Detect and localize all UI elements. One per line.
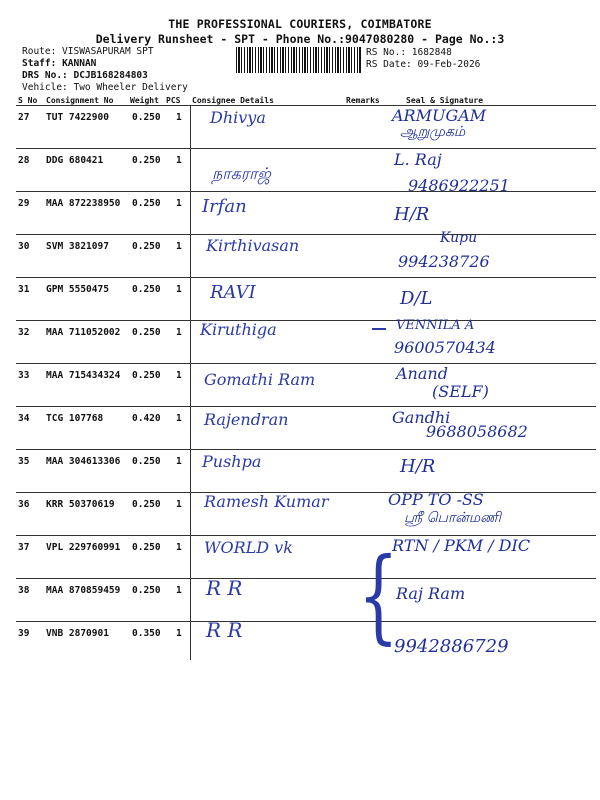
handwritten-signature: D/L xyxy=(400,288,433,309)
sno: 33 xyxy=(18,370,30,381)
staff-label: Staff: xyxy=(22,58,57,69)
pcs: 1 xyxy=(176,585,182,596)
consignment-no: MAA 872238950 xyxy=(46,198,121,209)
handwritten-consignee: Dhivya xyxy=(210,108,266,127)
vehicle: Vehicle: Two Wheeler Delivery xyxy=(22,82,188,93)
handwritten-signature: OPP TO -SS xyxy=(388,490,484,509)
handwritten-dash xyxy=(372,328,386,330)
handwritten-signature: Gandhi xyxy=(392,408,451,427)
pcs: 1 xyxy=(176,628,182,639)
consignment-no: KRR 50370619 xyxy=(46,499,115,510)
weight: 0.420 xyxy=(132,413,161,424)
barcode xyxy=(236,47,362,73)
pcs: 1 xyxy=(176,456,182,467)
drs-label: DRS No.: xyxy=(22,70,68,81)
handwritten-consignee: Kirthivasan xyxy=(206,236,300,255)
pcs: 1 xyxy=(176,112,182,123)
handwritten-consignee: Ramesh Kumar xyxy=(204,492,329,511)
sno: 27 xyxy=(18,112,30,123)
staff xyxy=(22,58,96,69)
rs-number: RS No.: 1682848 xyxy=(366,47,452,58)
handwritten-consignee: Irfan xyxy=(202,196,247,217)
pcs: 1 xyxy=(176,370,182,381)
drs-number xyxy=(22,70,148,81)
handwritten-phone: 9942886729 xyxy=(394,636,509,657)
handwritten-phone: 9486922251 xyxy=(408,176,510,195)
weight: 0.250 xyxy=(132,241,161,252)
sno: 29 xyxy=(18,198,30,209)
handwritten-signature: ஸ்ரீ பொன்மணி xyxy=(404,510,501,526)
pcs: 1 xyxy=(176,327,182,338)
handwritten-consignee: R R xyxy=(206,618,243,642)
consignment-no: TUT 7422900 xyxy=(46,112,109,123)
handwritten-consignee: WORLD vk xyxy=(204,538,293,557)
handwritten-consignee: R R xyxy=(206,576,243,600)
table-row xyxy=(16,320,596,363)
weight: 0.250 xyxy=(132,198,161,209)
handwritten-signature: Kupu xyxy=(440,230,478,246)
pcs: 1 xyxy=(176,284,182,295)
col-sno: S No xyxy=(18,96,38,105)
consignment-no: VNB 2870901 xyxy=(46,628,109,639)
weight: 0.250 xyxy=(132,327,161,338)
consignment-no: SVM 3821097 xyxy=(46,241,109,252)
handwritten-signature: Raj Ram xyxy=(396,584,466,603)
consignment-no: DDG 680421 xyxy=(46,155,104,166)
weight: 0.250 xyxy=(132,499,161,510)
handwritten-signature: VENNILA A xyxy=(396,318,475,333)
handwritten-signature: (SELF) xyxy=(432,382,489,401)
col-consignee: Consignee Details xyxy=(192,96,274,105)
pcs: 1 xyxy=(176,155,182,166)
handwritten-consignee: Kiruthiga xyxy=(200,320,277,339)
handwritten-signature: Anand xyxy=(396,364,448,383)
sno: 28 xyxy=(18,155,30,166)
handwritten-consignee: RAVI xyxy=(210,282,256,303)
weight: 0.250 xyxy=(132,585,161,596)
pcs: 1 xyxy=(176,542,182,553)
sno: 36 xyxy=(18,499,30,510)
col-consignment: Consignment No xyxy=(46,96,114,105)
handwritten-consignee: Rajendran xyxy=(204,410,289,429)
sno: 31 xyxy=(18,284,30,295)
handwritten-signature: RTN / PKM / DIC xyxy=(392,536,531,555)
pcs: 1 xyxy=(176,413,182,424)
weight: 0.250 xyxy=(132,112,161,123)
sno: 39 xyxy=(18,628,30,639)
consignment-no: MAA 711052002 xyxy=(46,327,121,338)
pcs: 1 xyxy=(176,241,182,252)
handwritten-signature: ARMUGAM xyxy=(392,106,487,125)
drs-value: DCJB168284803 xyxy=(73,70,148,81)
weight: 0.250 xyxy=(132,456,161,467)
table-row xyxy=(16,449,596,492)
consignment-no: MAA 870859459 xyxy=(46,585,121,596)
table-row xyxy=(16,234,596,277)
sno: 34 xyxy=(18,413,30,424)
consignment-no: GPM 5550475 xyxy=(46,284,109,295)
handwritten-consignee: Gomathi Ram xyxy=(204,370,316,389)
pcs: 1 xyxy=(176,499,182,510)
staff-value: KANNAN xyxy=(62,58,97,69)
sno: 30 xyxy=(18,241,30,252)
col-remarks: Remarks xyxy=(346,96,380,105)
pcs: 1 xyxy=(176,198,182,209)
consignment-no: MAA 304613306 xyxy=(46,456,121,467)
handwritten-signature: ஆறுமுகம் xyxy=(400,124,466,140)
weight: 0.250 xyxy=(132,284,161,295)
handwritten-consignee: நாகராஜ் xyxy=(212,164,271,183)
sno: 37 xyxy=(18,542,30,553)
table-row xyxy=(16,578,596,621)
consignment-no: MAA 715434324 xyxy=(46,370,121,381)
handwritten-consignee: Pushpa xyxy=(202,452,262,471)
weight: 0.250 xyxy=(132,542,161,553)
handwritten-signature: L. Raj xyxy=(394,150,442,169)
handwritten-phone: 9688058682 xyxy=(426,422,528,441)
runsheet-title: Delivery Runsheet - SPT - Phone No.:9047080280 - Page No.:3 xyxy=(95,32,505,46)
handwritten-brace: { xyxy=(358,537,399,657)
consignment-no: TCG 107768 xyxy=(46,413,104,424)
rs-date: RS Date: 09-Feb-2026 xyxy=(366,59,481,70)
route: Route: VISWASAPURAM SPT xyxy=(22,46,154,57)
col-weight: Weight xyxy=(130,96,159,105)
table-row xyxy=(16,105,596,148)
handwritten-signature: H/R xyxy=(400,456,436,477)
table-row xyxy=(16,277,596,320)
company-title: THE PROFESSIONAL COURIERS, COIMBATORE xyxy=(168,17,432,31)
handwritten-signature: H/R xyxy=(394,204,430,225)
table-row xyxy=(16,191,596,234)
sno: 38 xyxy=(18,585,30,596)
weight: 0.250 xyxy=(132,155,161,166)
weight: 0.250 xyxy=(132,370,161,381)
handwritten-phone: 994238726 xyxy=(398,252,490,271)
col-seal: Seal & Signature xyxy=(406,96,484,105)
consignment-no: VPL 229760991 xyxy=(46,542,121,553)
sno: 35 xyxy=(18,456,30,467)
handwritten-phone: 9600570434 xyxy=(394,338,496,357)
table-row xyxy=(16,621,596,664)
sno: 32 xyxy=(18,327,30,338)
col-pcs: PCS xyxy=(166,96,181,105)
weight: 0.350 xyxy=(132,628,161,639)
